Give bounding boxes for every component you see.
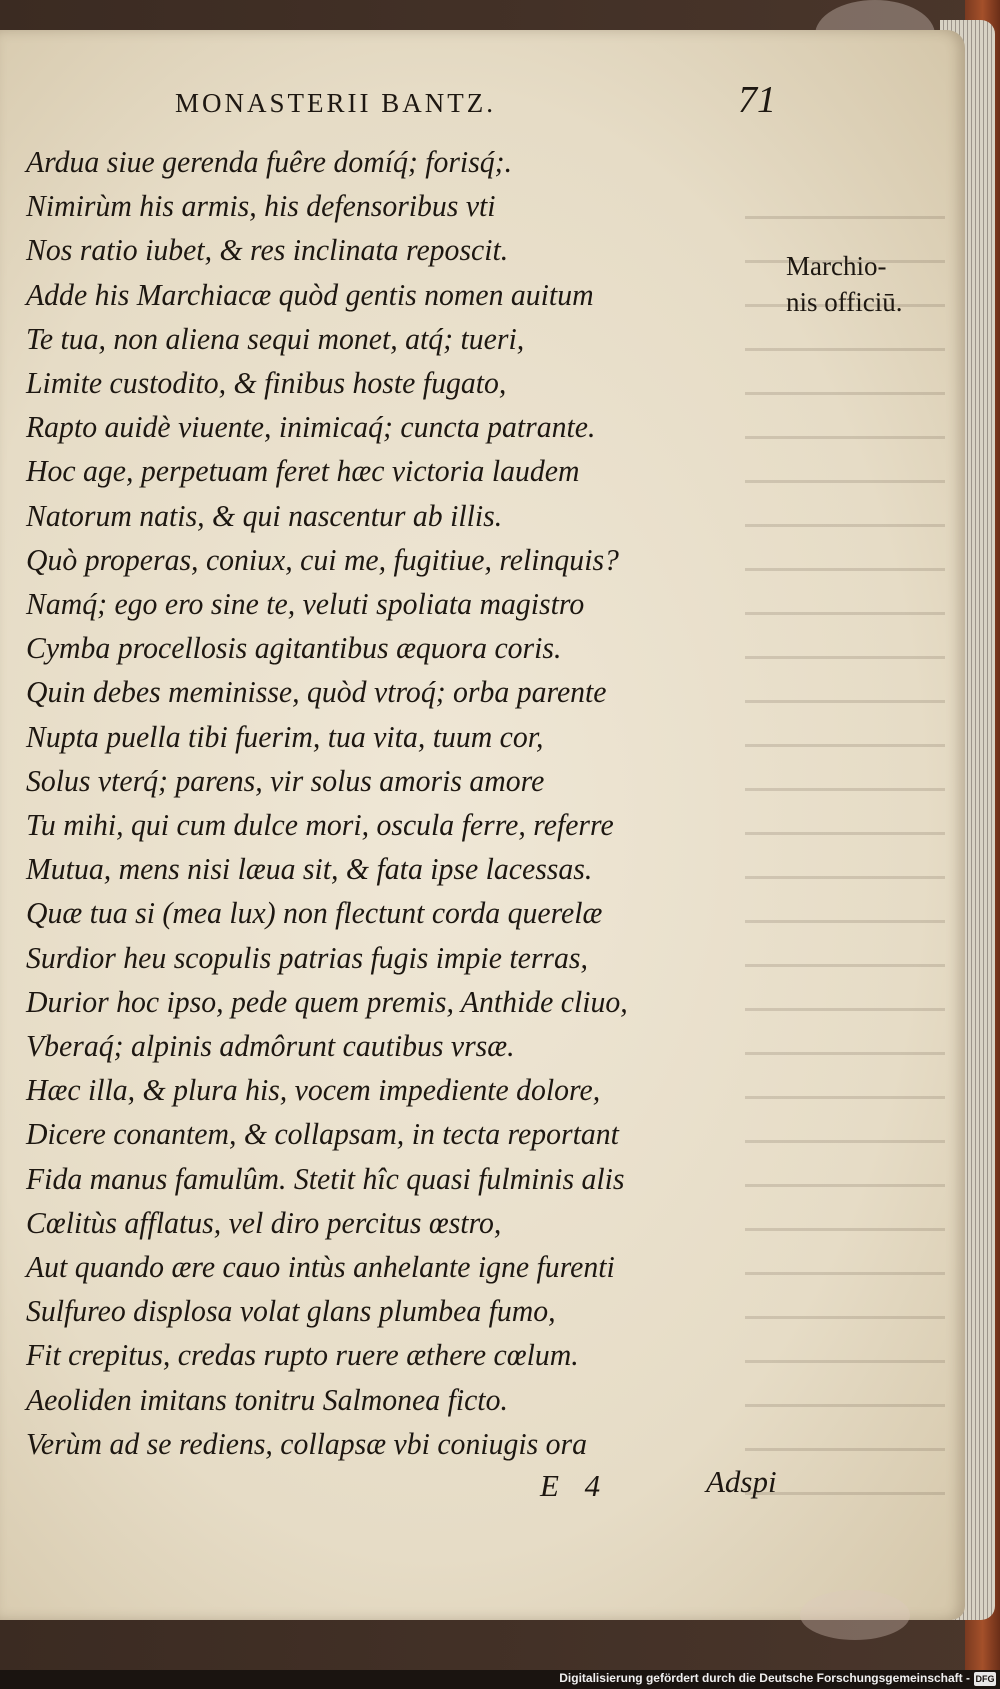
- verse-line: Fit crepitus, credas rupto ruere æthere cœlum.: [26, 1337, 579, 1373]
- verse-line: Ardua siue gerenda fuêre domíq́; forisq́;.: [26, 144, 513, 179]
- verse-line: Aut quando ære cauo intùs anhelante igne furenti: [26, 1249, 615, 1285]
- verse-line: Hoc age, perpetuam feret hæc victoria laudem: [26, 453, 580, 489]
- verse-line: Sulfureo displosa volat glans plumbea fumo,: [26, 1293, 556, 1329]
- verse-line: Vberaq́; alpinis admôrunt cautibus vrsæ.: [26, 1028, 515, 1064]
- footer-credit: Digitalisierung gefördert durch die Deutsche Forschungsgemeinschaft -: [559, 1671, 970, 1685]
- verse-line: Cœlitùs afflatus, vel diro percitus œstro,: [26, 1204, 502, 1240]
- verse-line: Cymba procellosis agitantibus æquora coris.: [26, 630, 562, 666]
- verse-line: Rapto auidè viuente, inimicaq́; cuncta patrante.: [26, 409, 596, 445]
- signature-mark: E 4: [540, 1468, 601, 1503]
- verse-line: Quæ tua si (mea lux) non flectunt corda querelæ: [26, 895, 603, 931]
- verse-line: Nupta puella tibi fuerim, tua vita, tuum cor,: [26, 718, 544, 754]
- verse-line: Adde his Marchiacæ quòd gentis nomen auitum: [26, 276, 594, 312]
- verse-line: Solus vterq́; parens, vir solus amoris amore: [26, 762, 545, 798]
- verse-line: Mutua, mens nisi læua sit, & fata ipse lacessas.: [26, 851, 593, 887]
- verse-line: Natorum natis, & qui nascentur ab illis.: [26, 497, 503, 533]
- marginal-note-line: nis officiū.: [786, 287, 903, 317]
- verse-line: Durior hoc ipso, pede quem premis, Anthide cliuo,: [26, 983, 628, 1019]
- verse-line: Verùm ad se rediens, collapsæ vbi coniugis ora: [26, 1425, 587, 1461]
- show-through-text: [745, 190, 945, 1510]
- marginal-note: [786, 248, 903, 320]
- verse-line: Tu mihi, qui cum dulce mori, oscula ferre, referre: [26, 807, 614, 843]
- verse-line: Hæc illa, & plura his, vocem impediente dolore,: [26, 1072, 601, 1108]
- verse-line: Namq́; ego ero sine te, veluti spoliata magistro: [26, 586, 585, 622]
- page-number: 71: [738, 79, 776, 121]
- verse-line: Surdior heu scopulis patrias fugis impie terras,: [26, 939, 588, 975]
- verse-line: Quò properas, coniux, cui me, fugitiue, relinquis?: [26, 541, 619, 577]
- verse-line: Limite custodito, & finibus hoste fugato,: [26, 365, 507, 401]
- verse-line: Aeoliden imitans tonitru Salmonea ficto.: [26, 1381, 508, 1417]
- running-head: MONASTERII BANTZ.: [175, 88, 496, 118]
- verse-line: Nimirùm his armis, his defensoribus vti: [26, 188, 496, 224]
- verse-list: [26, 140, 726, 1466]
- verse-line: Dicere conantem, & collapsam, in tecta reportant: [26, 1116, 619, 1152]
- verse-line: Nos ratio iubet, & res inclinata reposcit.: [26, 232, 509, 268]
- verse-line: Te tua, non aliena sequi monet, atq́; tueri,: [26, 320, 525, 356]
- marginal-note-line: Marchio-: [786, 251, 887, 281]
- thumb-shadow-bottom: [800, 1590, 910, 1640]
- verse-line: Quin debes meminisse, quòd vtroq́; orba parente: [26, 674, 607, 710]
- dfg-logo-icon: DFG: [975, 1674, 995, 1684]
- verse-line: Fida manus famulûm. Stetit hîc quasi fulminis alis: [26, 1160, 625, 1196]
- catchword: Adspi: [706, 1464, 777, 1499]
